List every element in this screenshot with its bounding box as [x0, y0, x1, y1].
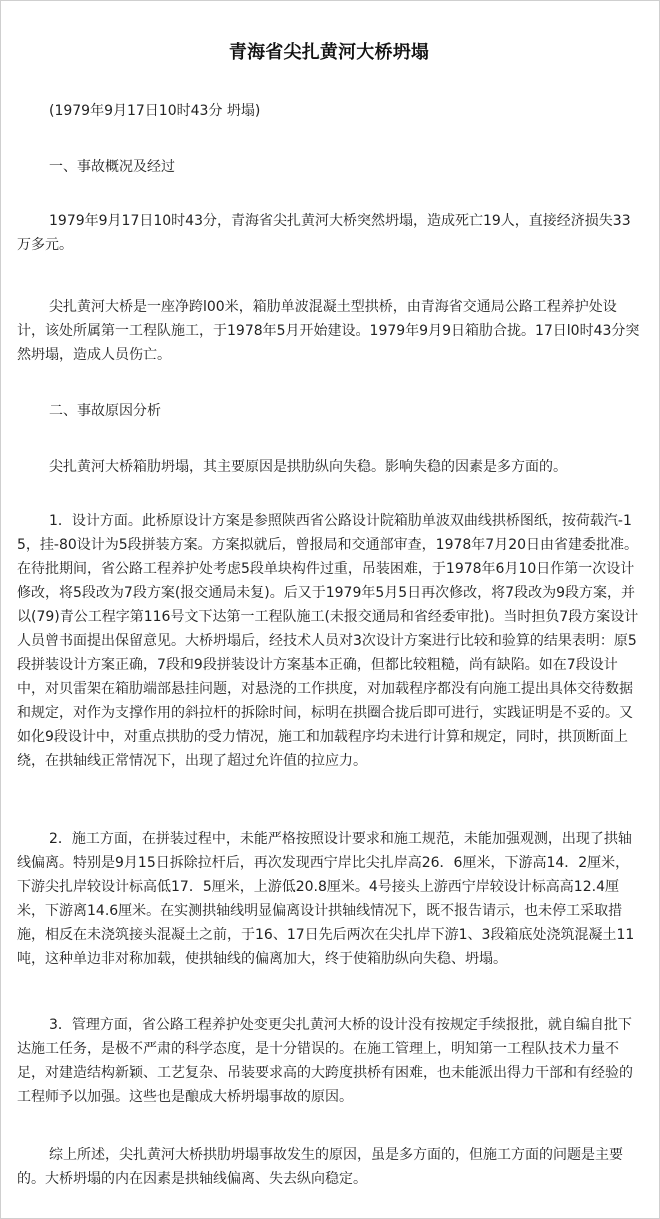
paragraph-causes-intro: 尖扎黄河大桥箱肋坍塌，其主要原因是拱肋纵向失稳。影响失稳的因素是多方面的。 — [49, 459, 567, 475]
paragraph-construction-aspect: 2．施工方面，在拼装过程中，未能严格按照设计要求和施工规范，未能加强观测，出现了拱轴线偏离。特别是9月15日拆除拉杆后，再次发现西宁岸比尖扎岸高26．6厘米，下游高14．2厘米，下游尖扎岸较设计标高低17．5厘米，上游低20.8厘米。4号接头上游西宁岸较设计标高高12.4厘米，下游离14.6厘米。在实测拱轴线明显偏离设计拱轴线情况下，既不报告请示，也未停工采取措施，相反在未浇筑接头混凝土之前，于16、17日先后两次在尖扎岸下游1、3段箱底处浇筑混凝土11吨，这种单边非对称加载，使拱轴线的偏离加大，终于使箱肋纵向失稳、坍塌。 — [17, 831, 635, 967]
paragraph-conclusion: 综上所述，尖扎黄河大桥拱肋坍塌事故发生的原因，虽是多方面的，但施工方面的问题是主要的。大桥坍塌的内在因素是拱轴线偏离、失去纵向稳定。 — [17, 1147, 623, 1187]
article-title: 青海省尖扎黄河大桥坍塌 — [228, 42, 430, 63]
paragraph-overview-2: 尖扎黄河大桥是一座净跨l00米，箱肋单波混凝土型拱桥，由青海省交通局公路工程养护处设计，该处所属第一工程队施工，于1978年5月开始建设。1979年9月9日箱肋合拢。17日l0时43分突然坍塌，造成人员伤亡。 — [17, 299, 640, 363]
paragraph-overview-1: 1979年9月17日10时43分，青海省尖扎黄河大桥突然坍塌，造成死亡19人，直接经济损失33万多元。 — [17, 213, 631, 253]
section-heading-causes: 二、事故原因分析 — [49, 403, 161, 419]
date-line: (1979年9月17日10时43分 坍塌) — [49, 103, 261, 119]
section-heading-overview: 一、事故概况及经过 — [49, 159, 175, 175]
paragraph-management-aspect: 3．管理方面，省公路工程养护处变更尖扎黄河大桥的设计没有按规定手续报批，就自编自批下达施工任务，是极不严肃的科学态度，是十分错误的。在施工管理上，明知第一工程队技术力量不足，对建造结构新颖、工艺复杂、吊装要求高的大跨度拱桥有困难，也未能派出得力干部和有经验的工程师予以加强。这些也是酿成大桥坍塌事故的原因。 — [17, 1017, 633, 1105]
paragraph-design-aspect: 1．设计方面。此桥原设计方案是参照陕西省公路设计院箱肋单波双曲线拱桥图纸，按荷载汽-15，挂-80设计为5段拼装方案。方案拟就后，曾报局和交通部审查，1978年7月20日由省建委批准。在待批期间，省公路工程养护处考虑5段单块构件过重，吊装困难，于1978年6月10日作第一次设计修改，将5段改为7段方案(报交通局未复)。后又于1979年5月5日再次修改，将7段改为9段方案，并以(79)青公工程字第116号文下达第一工程队施工(未报交通局和省经委审批)。当时担负7段方案设计人员曾书面提出保留意见。大桥坍塌后，经技术人员对3次设计方案进行比较和验算的结果表明：原5段拼装设计方案正确，7段和9段拼装设计方案基本正确，但都比较粗糙，尚有缺陷。如在7段设计中，对贝雷架在箱肋端部悬挂问题，对悬浇的工作拱度，对加载程序都没有向施工提出具体交待数据和规定，对作为支撑作用的斜拉杆的拆除时间，标明在拱圈合拢后即可进行，实践证明是不妥的。又如化9段设计中，对重点拱肋的受力情况，施工和加载程序均未进行计算和规定，同时，拱顶断面上绕，在拱轴线正常情况下，出现了超过允许值的拉应力。 — [17, 513, 639, 769]
